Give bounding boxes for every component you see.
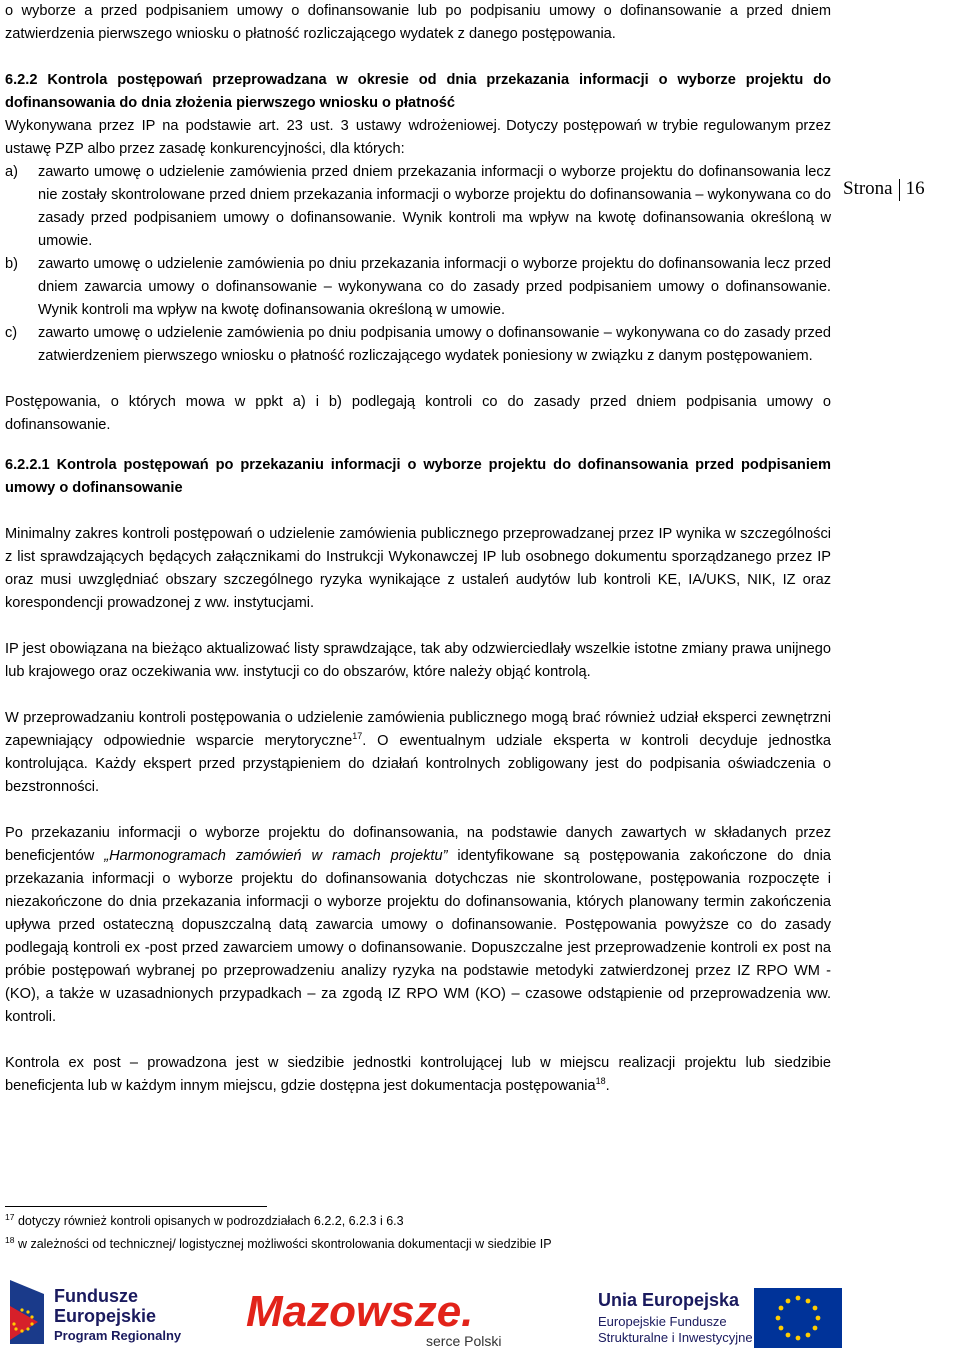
footnote-separator bbox=[5, 1206, 267, 1207]
footnote-text: w zależności od technicznej/ logistycznej możliwości skontrolowania dokumentacji w siedzibie IP bbox=[17, 1237, 552, 1251]
paragraph-eksperci bbox=[5, 707, 831, 799]
paragraph-postepowania: Postępowania, o których mowa w ppkt a) i b) podlegają kontroli co do zasady przed dniem podpisania umowy o dofinansowanie. bbox=[5, 394, 831, 433]
list-item-text: zawarto umowę o udzielenie zamówienia przed dniem przekazania informacji o wyborze projektu do dofinansowania lecz nie zostały skontrolowane przed dniem przekazania informacji o wyborze projektu do dofinansowania – wykonywana co do zasady przed podpisaniem umowy o dofinansowanie. Wynik kontroli ma wpływ na kwotę dofinansowania określoną w umowie. bbox=[38, 164, 831, 249]
page-number-divider bbox=[899, 179, 900, 201]
section-heading-6-2-2: 6.2.2 Kontrola postępowań przeprowadzana w okresie od dnia przekazania informacji o wyborze projektu do dofinansowania do dnia złożenia pierwszego wniosku o płatność bbox=[5, 72, 831, 111]
list-item-text: zawarto umowę o udzielenie zamówienia po dniu przekazania informacji o wyborze projektu do dofinansowania lecz przed dniem zawarcia umowy o dofinansowanie – wykonywana co do zasady przed podpisaniem umowy o dofinansowanie. Wynik kontroli ma wpływ na kwotę dofinansowania określoną w umowie. bbox=[38, 256, 831, 318]
list-item bbox=[5, 322, 831, 368]
list-item-text: zawarto umowę o udzielenie zamówienia po dniu podpisania umowy o dofinansowanie – wykonywana co do zasady przed zatwierdzeniem pierwszego wniosku o płatność rozliczającego wydatek poniesiony w związku z danym postępowaniem. bbox=[38, 325, 831, 364]
page-label: Strona bbox=[843, 178, 893, 199]
harmonogramy-title: „Harmonogramach zamówień w ramach projektu” bbox=[104, 848, 448, 864]
footnote-text: dotyczy również kontroli opisanych w podrozdziałach 6.2.2, 6.2.3 i 6.3 bbox=[17, 1214, 404, 1228]
section-heading-6-2-2-1: 6.2.2.1 Kontrola postępowań po przekazaniu informacji o wyborze projektu do dofinansowania przed podpisaniem umowy o dofinansowanie bbox=[5, 457, 831, 496]
paragraph-minimalny-zakres: Minimalny zakres kontroli postępowań o udzielenie zamówienia publicznego przeprowadzanej przez IP wynika w szczególności z list sprawdzających będących załącznikami do Instrukcji Wykonawczej IP lub osobnego dokumentu sporządzanego przez IP oraz musi uwzględniać obszary szczególnego ryzyka wynikające z ustaleń audytów lub kontroli KE, IA/UKS, NIK, IZ oraz korespondencji prowadzonej z ww. instytucjami. bbox=[5, 526, 831, 611]
footnote-number: 17 bbox=[5, 1211, 15, 1222]
list-item bbox=[5, 253, 831, 322]
eu-flag-logo bbox=[590, 1286, 950, 1352]
footnote-18 bbox=[5, 1236, 552, 1253]
footnote-number: 18 bbox=[5, 1234, 15, 1245]
maz-word: Mazowsze. bbox=[246, 1287, 474, 1336]
paragraph-continuation: o wyborze a przed podpisaniem umowy o dofinansowanie lub po podpisaniu umowy o dofinansowanie a przed dniem zatwierdzenia pierwszego wniosku o płatność rozliczającego wydatek z danego postępowania. bbox=[5, 3, 831, 42]
eksperci-text-a: W przeprowadzaniu kontroli postępowania o udzielenie zamówienia publicznego mogą brać również udział eksperci zewnętrzni zapewniający odpowiednie wsparcie merytoryczne bbox=[5, 710, 831, 749]
page-number: 16 bbox=[905, 178, 925, 199]
wykonywana-sentence: Wykonywana przez IP na podstawie art. 23 ust. 3 ustawy wdrożeniowej. bbox=[5, 118, 501, 134]
unia-europejska-logo bbox=[590, 1286, 950, 1357]
paragraph-po-przekazaniu bbox=[5, 822, 831, 1029]
kontrola-text-a: Kontrola ex post – prowadzona jest w siedzibie jednostki kontrolującej lub w miejscu realizacji projektu lub siedzibie beneficjenta lub w każdym innym miejscu, gdzie dostępna jest dokumentacja postępowania bbox=[5, 1055, 831, 1094]
fe-line1: Fundusze bbox=[54, 1286, 138, 1306]
list-item-label: a) bbox=[5, 164, 18, 180]
ue-line2: Europejskie Fundusze bbox=[598, 1314, 727, 1329]
list-item-label: b) bbox=[5, 256, 18, 272]
footnote-ref-18[interactable]: 18 bbox=[595, 1076, 606, 1087]
fe-line3: Program Regionalny bbox=[54, 1328, 182, 1343]
page-number-marker bbox=[843, 177, 925, 201]
footnote-ref-17[interactable]: 17 bbox=[352, 731, 363, 742]
po-przekazaniu-text-a: Po przekazaniu informacji o wyborze projektu do dofinansowania, na podstawie danych zawartych w składanych przez beneficjentów bbox=[5, 825, 831, 864]
document-body bbox=[5, 0, 831, 1098]
eksperci-text-b: . O ewentualnym udziale eksperta w kontroli decyduje jednostka kontrolująca. Każdy ekspert przed przystąpieniem do działań kontrolnych zobligowany jest do podpisania oświadczenia o bezstronności. bbox=[5, 733, 831, 795]
ue-line3: Strukturalne i Inwestycyjne bbox=[598, 1330, 753, 1345]
mazowsze-wordmark-icon bbox=[242, 1284, 522, 1350]
list-item-label: c) bbox=[5, 325, 18, 341]
fundusze-europejskie-flag-icon bbox=[10, 1280, 240, 1350]
mazowsze-logo bbox=[242, 1284, 522, 1355]
fe-line2: Europejskie bbox=[54, 1306, 157, 1326]
maz-sub: serce Polski bbox=[426, 1333, 502, 1349]
list-item bbox=[5, 161, 831, 253]
po-przekazaniu-text-b: identyfikowane są postępowania zakończone do dnia przekazania informacji o wyborze projektu do dofinansowania dotychczas nie skontrolowane, postępowania rozpoczęte i niezakończone do dnia przekazania informacji o wyborze projektu do dofinansowania, których planowany termin zakończenia upływa przed ostateczną dopuszczalną datą zawarcia umowy o dofinansowanie. Postępowania powyższe co do zasady podlegają kontroli ex -post przed zawarciem umowy o dofinansowanie. Dopuszczalne jest przeprowadzenie kontroli ex post na próbie postępowań wybranej po przeprowadzeniu analizy ryzyka na podstawie metodyki zatwierdzonej przez IZ RPO WM - (KO), a także w uzasadnionych przypadkach – za zgodą IZ RPO WM (KO) – czasowe odstąpienie od przeprowadzenia ww. kontroli. bbox=[5, 848, 831, 1025]
ue-line1: Unia Europejska bbox=[598, 1290, 740, 1310]
footnote-17 bbox=[5, 1213, 404, 1230]
paragraph-ip-obowiazana: IP jest obowiązana na bieżąco aktualizować listy sprawdzające, tak aby odzwierciedlały wszelkie istotne zmiany prawa unijnego lub krajowego oraz oczekiwania ww. instytucji co do obszarów, które należy objąć kontrolą. bbox=[5, 641, 831, 680]
paragraph-kontrola-ex-post bbox=[5, 1052, 831, 1098]
fundusze-europejskie-logo bbox=[10, 1280, 240, 1355]
paragraph-wykonywana bbox=[5, 115, 831, 161]
kontrola-text-b: . bbox=[605, 1078, 610, 1094]
dotyczy-sentence: Dotyczy postępowań w trybie regulowanym przez ustawę PZP albo przez zasadę konkurencyjności, dla których: bbox=[5, 118, 832, 157]
funding-logos-bar bbox=[0, 1272, 960, 1352]
conditions-list bbox=[5, 161, 831, 368]
